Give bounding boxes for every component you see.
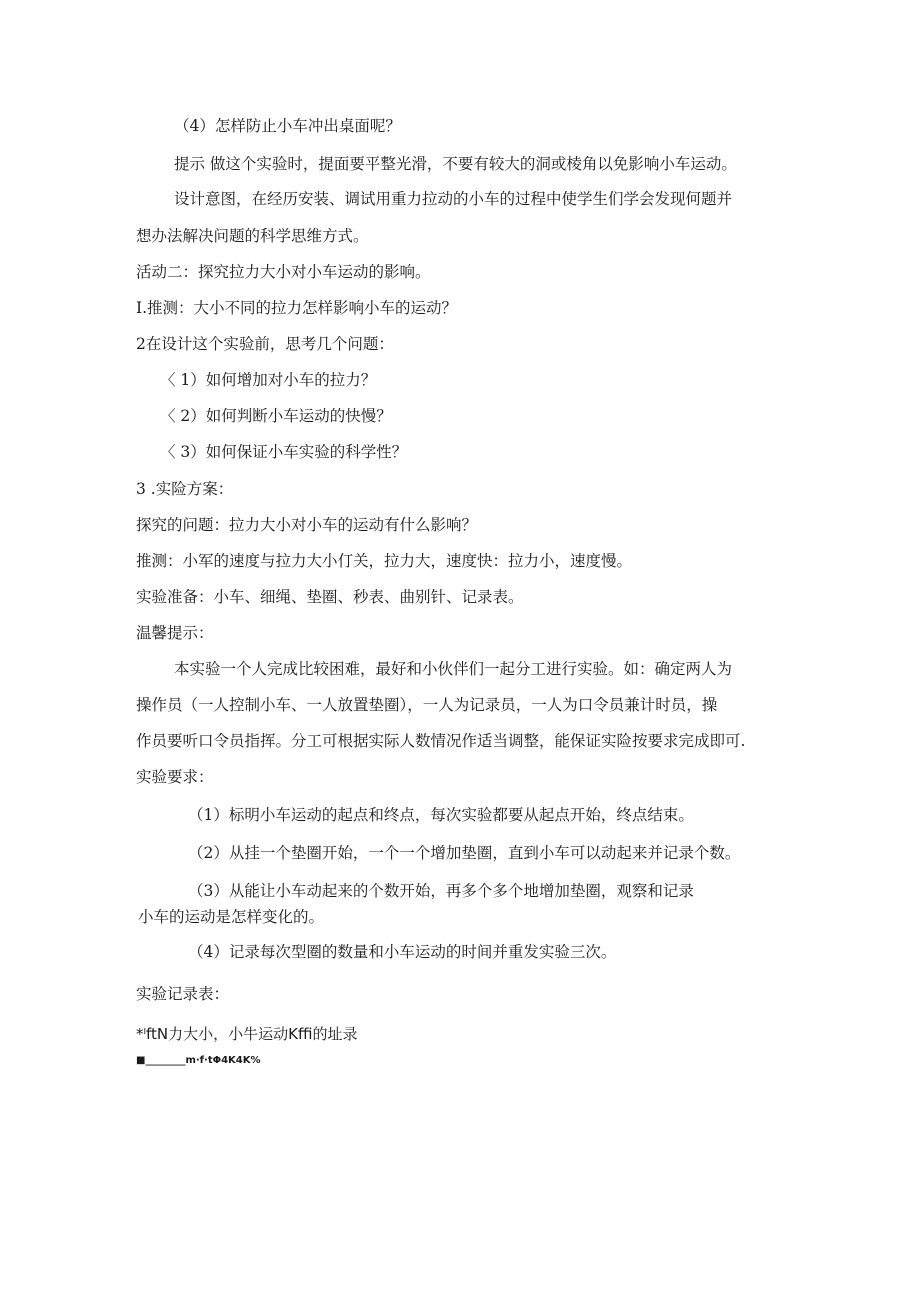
record-table-heading: 实验记录表：	[136, 985, 230, 1003]
tips-heading: 温馨提示：	[136, 624, 214, 642]
research-question: 探究的问题：拉力大小对小车的运动有什么影响？	[136, 516, 478, 534]
requirement-2: （2）从挂一个垫圈开始，一个一个增加垫圈，直到小车可以动起来并记录个数。	[188, 844, 741, 862]
sub-question-1: 〈 1）如何增加对小车的拉力？	[160, 371, 377, 389]
table-caption-garbled: *ˡftN力大小，小牛运动Kffi的址录	[136, 1025, 358, 1043]
prediction-item-1: I.推测：大小不同的拉力怎样影响小车的运动？	[136, 299, 458, 317]
tips-line-2: 操作员（一人控制小车、一人放置垫圈），一人为记录员，一人为口令员兼计时员，操	[136, 696, 718, 714]
sub-question-3: 〈 3）如何保证小车实验的科学性？	[160, 443, 408, 461]
design-intent-line-2: 想办法解决问题的科学思维方式。	[136, 227, 369, 245]
requirement-3-line-1: （3）从能让小车动起来的个数开始，再多个多个地增加垫圈，观察和记录	[188, 882, 694, 900]
hint-paragraph: 提示 做这个实验时，提面要平整光滑，不要有较大的洞或棱角以免影响小车运动。	[174, 155, 737, 173]
materials: 实验准备：小车、细绳、垫圈、秒表、曲别针、记录表。	[136, 588, 524, 606]
design-item-2: 2在设计这个实验前，思考几个问题：	[136, 335, 394, 353]
plan-heading: 3 .实险方案：	[136, 480, 234, 498]
requirement-1: （1）标明小车运动的起点和终点，每次实验都要从起点开始，终点结束。	[188, 806, 694, 824]
table-header-garbled: ■________m·f·tΦ4K4K%	[136, 1055, 261, 1066]
requirement-4: （4）记录每次型圈的数量和小车运动的时间并重发实验三次。	[188, 943, 617, 961]
hypothesis: 推测：小军的速度与拉力大小仃关，拉力大，速度快：拉力小，速度慢。	[136, 552, 633, 570]
activity-two-heading: 活动二：探究拉力大小对小车运动的影响。	[136, 263, 431, 281]
sub-question-2: 〈 2）如何判断小车运动的快慢？	[160, 407, 392, 425]
requirements-heading: 实验要求：	[136, 768, 214, 786]
design-intent-line-1: 设计意图，在经历安装、调试用重力拉动的小车的过程中使学生们学会发现何题并	[174, 190, 733, 208]
question-4: （4）怎样防止小车冲出桌面呢？	[174, 117, 401, 135]
requirement-3-line-2: 小车的运动是怎样变化的。	[138, 908, 325, 926]
tips-line-1: 本实验一个人完成比较困难，最好和小伙伴们一起分工进行实验。如：确定两人为	[174, 660, 733, 678]
tips-line-3: 作员要听口令员指挥。分工可根据实际人数情况作适当调整，能保证实险按要求完成即可.	[136, 732, 746, 750]
